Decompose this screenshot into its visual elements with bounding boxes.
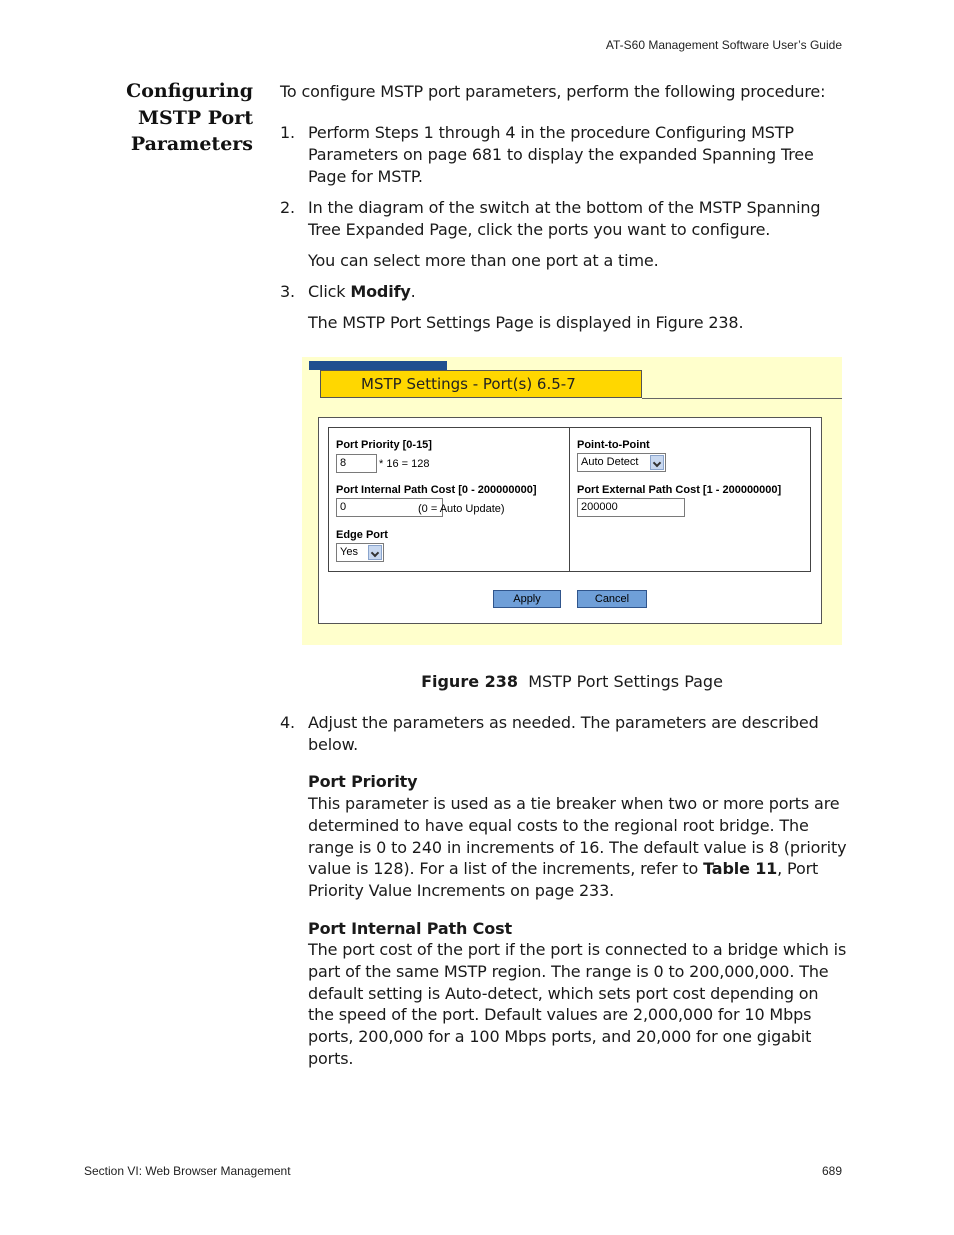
step-3-suffix: . bbox=[410, 282, 416, 301]
internal-path-cost-description: The port cost of the port if the port is connected to a bridge which is part of the same MSTP region. The range is 0 to 200,000,000. The default setting is Auto-detect, which sets port cost depending on the speed of the port. Default values are 2,000,000 for 10 Mbps ports, 200,000 for a 100 Mbps ports, and 20,000 for one gigabit ports. bbox=[308, 940, 847, 1068]
step-2 bbox=[280, 197, 845, 241]
step-3-prefix: Click bbox=[308, 282, 351, 301]
step-2-number: 2. bbox=[280, 198, 295, 217]
port-priority-text-after: , Port Priority Value Increments on page 233. bbox=[308, 859, 819, 901]
cancel-button[interactable]: Cancel bbox=[577, 590, 647, 608]
mstp-port-settings-figure bbox=[302, 357, 842, 645]
point-to-point-label: Point-to-Point bbox=[577, 439, 650, 451]
step-2-text: In the diagram of the switch at the bottom of the MSTP Spanning Tree Expanded Page, click the ports you want to configure. bbox=[308, 198, 821, 239]
port-priority-table-ref: Table 11 bbox=[703, 859, 778, 879]
internal-path-cost-input[interactable]: 0 bbox=[336, 498, 443, 517]
step-1-text: Perform Steps 1 through 4 in the procedure Configuring MSTP Parameters on page 681 to display the expanded Spanning Tree Page for MSTP. bbox=[308, 123, 814, 186]
port-priority-input[interactable]: 8 bbox=[336, 454, 377, 473]
internal-path-cost-label: Port Internal Path Cost [0 - 200000000] bbox=[336, 484, 537, 496]
footer-section: Section VI: Web Browser Management bbox=[84, 1164, 291, 1178]
step-1 bbox=[280, 122, 845, 188]
step-4-number: 4. bbox=[280, 713, 295, 732]
port-priority-note: * 16 = 128 bbox=[379, 458, 430, 470]
figure-tab-bar bbox=[309, 361, 447, 370]
point-to-point-value: Auto Detect bbox=[581, 456, 639, 468]
edge-port-select[interactable] bbox=[336, 543, 384, 562]
step-3-number: 3. bbox=[280, 282, 295, 301]
figure-caption bbox=[302, 671, 842, 692]
page-displayed-note: The MSTP Port Settings Page is displayed in Figure 238. bbox=[308, 313, 744, 332]
settings-panel bbox=[318, 417, 822, 624]
section-heading bbox=[60, 78, 253, 158]
port-priority-heading: Port Priority bbox=[308, 772, 418, 791]
external-path-cost-input[interactable]: 200000 bbox=[577, 498, 685, 517]
figure-caption-text: MSTP Port Settings Page bbox=[528, 672, 723, 691]
step-3 bbox=[280, 281, 845, 303]
settings-fields-box bbox=[328, 427, 811, 572]
column-divider bbox=[569, 428, 570, 571]
section-heading-line-1: Configuring bbox=[126, 80, 253, 102]
external-path-cost-label: Port External Path Cost [1 - 200000000] bbox=[577, 484, 782, 496]
figure-caption-label: Figure 238 bbox=[421, 672, 519, 691]
section-heading-line-3: Parameters bbox=[130, 133, 253, 155]
step-3-bold: Modify bbox=[350, 282, 411, 301]
chevron-down-icon bbox=[650, 455, 664, 470]
intro-paragraph: To configure MSTP port parameters, perform the following procedure: bbox=[280, 82, 826, 101]
step-1-number: 1. bbox=[280, 123, 295, 142]
port-priority-text-before: This parameter is used as a tie breaker when two or more ports are determined to have equal costs to the regional root bridge. The range is 0 to 240 in increments of 16. The default value is 8 (priority value is 128). For a list of the increments, refer to bbox=[308, 794, 847, 879]
step-4-text: Adjust the parameters as needed. The parameters are described below. bbox=[308, 713, 819, 754]
point-to-point-select[interactable] bbox=[577, 453, 666, 472]
footer-page-number: 689 bbox=[821, 1164, 842, 1178]
internal-path-cost-heading: Port Internal Path Cost bbox=[308, 919, 512, 938]
chevron-down-icon bbox=[368, 545, 382, 560]
edge-port-label: Edge Port bbox=[336, 529, 388, 541]
figure-title: MSTP Settings - Port(s) 6.5-7 bbox=[320, 370, 642, 398]
port-priority-label: Port Priority [0-15] bbox=[336, 439, 432, 451]
apply-button[interactable]: Apply bbox=[493, 590, 561, 608]
edge-port-value: Yes bbox=[340, 546, 358, 558]
step-4 bbox=[280, 712, 845, 756]
internal-path-cost-note: (0 = Auto Update) bbox=[418, 503, 505, 515]
header-guide-title: AT-S60 Management Software User’s Guide bbox=[605, 38, 842, 52]
figure-title-rule bbox=[642, 398, 842, 399]
port-priority-description bbox=[308, 793, 848, 902]
section-heading-line-2: MSTP Port bbox=[137, 106, 253, 129]
step-3-text bbox=[308, 281, 848, 303]
select-multiple-note: You can select more than one port at a time. bbox=[308, 251, 659, 270]
